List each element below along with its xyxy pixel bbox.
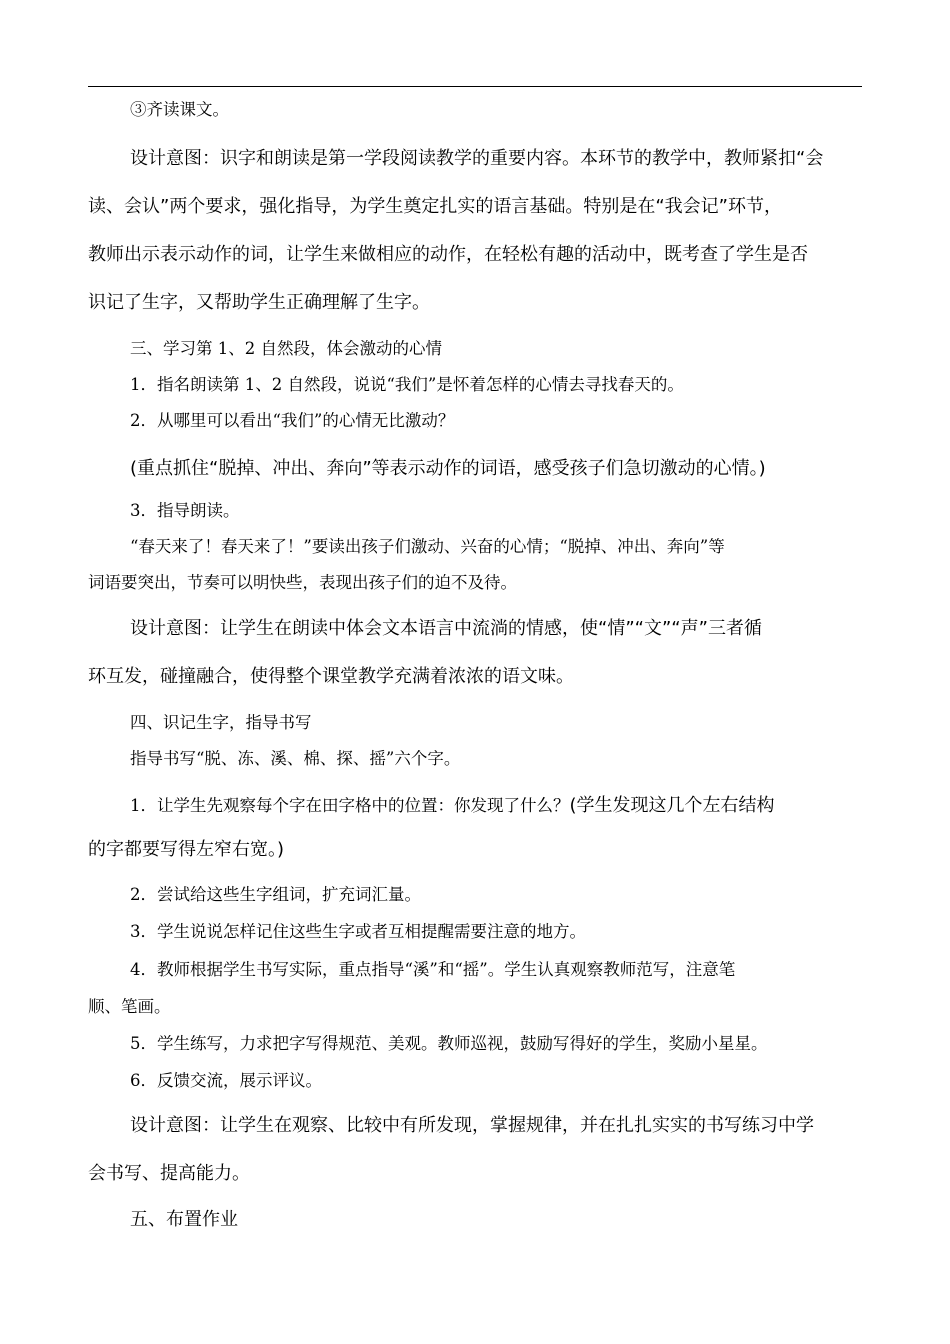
step-4-2: 2．尝试给这些生字组词，扩充词汇量。	[130, 885, 421, 904]
step-4-4-line-1: 4．教师根据学生书写实际，重点指导“溪”和“摇”。学生认真观察教师范写，注意笔	[130, 960, 736, 979]
step-4-3: 3．学生说说怎样记住这些生字或者互相提醒需要注意的地方。	[130, 922, 586, 941]
design-intent-1-line-3: 教师出示表示动作的词，让学生来做相应的动作，在轻松有趣的活动中，既考查了学生是否	[88, 244, 808, 265]
step-4-5: 5．学生练写，力求把字写得规范、美观。教师巡视，鼓励写得好的学生，奖励小星星。	[130, 1034, 768, 1053]
step-3-1: 1．指名朗读第 1、2 自然段，说说“我们”是怀着怎样的心情去寻找春天的。	[130, 375, 684, 394]
step-4-1-line-1	[130, 791, 775, 817]
reading-guidance-line-2: 词语要突出，节奏可以明快些，表现出孩子们的迫不及待。	[88, 573, 517, 592]
design-intent-3-line-2: 会书写、提高能力。	[88, 1163, 250, 1184]
step-4-1-question: 1．让学生先观察每个字在田字格中的位置：你发现了什么？	[130, 796, 570, 815]
design-intent-1-line-2: 读、会认”两个要求，强化指导，为学生奠定扎实的语言基础。特别是在“我会记”环节，	[88, 196, 782, 217]
design-intent-1-line-4: 识记了生字，又帮助学生正确理解了生字。	[88, 292, 430, 313]
step-4-6: 6．反馈交流，展示评议。	[130, 1071, 322, 1090]
section-heading-5: 五、布置作业	[130, 1209, 238, 1230]
section-heading-3: 三、学习第 1、2 自然段，体会激动的心情	[130, 339, 442, 358]
design-intent-3-line-1: 设计意图：让学生在观察、比较中有所发现，掌握规律，并在扎扎实实的书写练习中学	[130, 1115, 814, 1136]
reading-guidance-line-1: “春天来了！春天来了！”要读出孩子们激动、兴奋的心情；“脱掉、冲出、奔向”等	[130, 537, 725, 556]
step-3-2: 2．从哪里可以看出“我们”的心情无比激动？	[130, 411, 455, 430]
step-4-1-note: (学生发现这几个左右结构	[569, 795, 775, 816]
design-intent-2-line-1: 设计意图：让学生在朗读中体会文本语言中流淌的情感，使“情”“文”“声”三者循	[130, 618, 762, 639]
step-4-1-line-2: 的字都要写得左窄右宽。)	[88, 839, 285, 860]
step-3-3: 3．指导朗读。	[130, 501, 240, 520]
design-intent-1-line-1: 设计意图：识字和朗读是第一学段阅读教学的重要内容。本环节的教学中，教师紧扣“会	[130, 148, 824, 169]
section-heading-4: 四、识记生字，指导书写	[130, 713, 312, 732]
step-4-4-line-2: 顺、笔画。	[88, 997, 171, 1016]
step-3-2-note: (重点抓住“脱掉、冲出、奔向”等表示动作的词语，感受孩子们急切激动的心情。)	[130, 458, 766, 479]
header-rule	[88, 86, 862, 87]
design-intent-2-line-2: 环互发，碰撞融合，使得整个课堂教学充满着浓浓的语文味。	[88, 666, 574, 687]
writing-characters-intro: 指导书写“脱、冻、溪、棉、探、摇”六个字。	[130, 749, 461, 768]
step-read-aloud: ③齐读课文。	[130, 100, 229, 119]
